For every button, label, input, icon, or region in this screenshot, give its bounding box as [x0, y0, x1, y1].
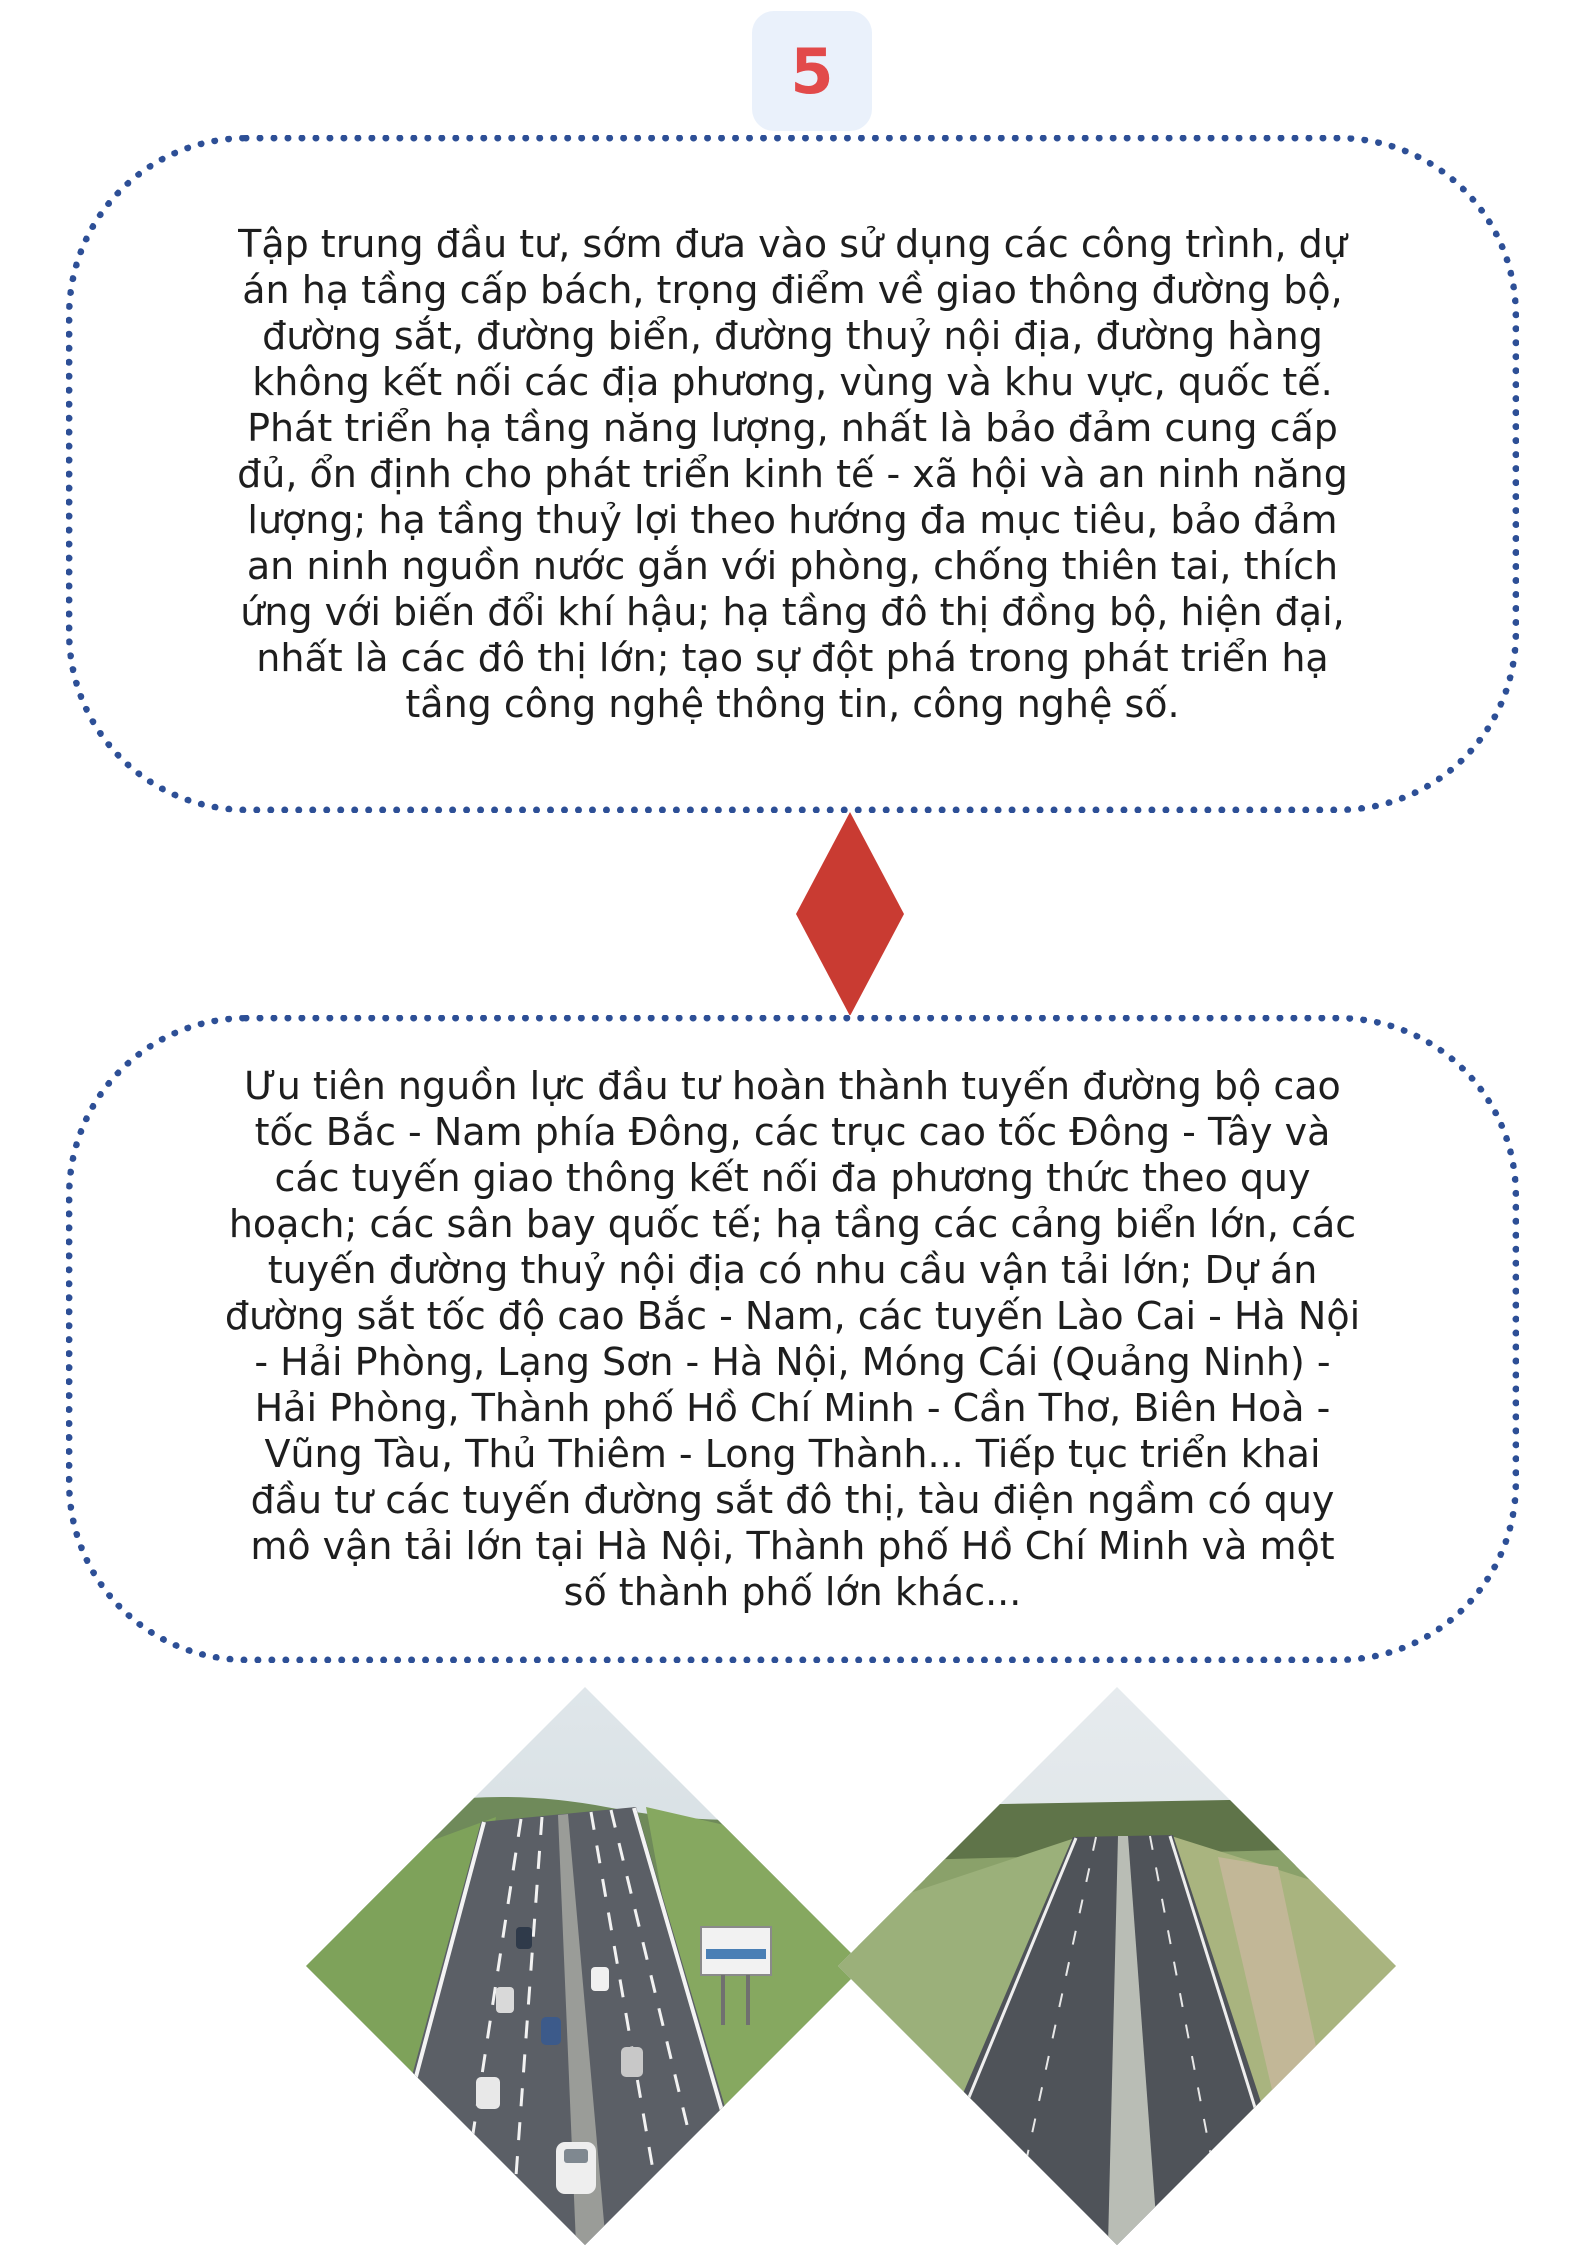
connector-diamond-icon — [796, 812, 904, 1016]
expressway-with-cars-photo — [306, 1687, 864, 2245]
info-box-top-text: Tập trung đầu tư, sớm đưa vào sử dụng các công trình, dự án hạ tầng cấp bách, trọng điểm về giao thông đường bộ, đường sắt, đường biển, đường thuỷ nội địa, đường hàng không kết nối các địa phương, vùng và khu vực, quốc tế. Phát triển hạ tầng năng lượng, nhất là bảo đảm cung cấp đủ, ổn định cho phát triển kinh tế - xã hội và an ninh năng lượng; hạ tầng thuỷ lợi theo hướng đa mục tiêu, bảo đảm an ninh nguồn nước gắn với phòng, chống thiên tai, thích ứng với biến đổi khí hậu; hạ tầng đô thị đồng bộ, hiện đại, nhất là các đô thị lớn; tạo sự đột phá trong phát triển hạ tầng công nghệ thông tin, công nghệ số. — [237, 222, 1348, 726]
new-empty-expressway-photo — [838, 1687, 1396, 2245]
step-number: 5 — [790, 34, 834, 108]
info-box-bottom — [66, 1015, 1519, 1663]
info-box-bottom-text: Ưu tiên nguồn lực đầu tư hoàn thành tuyến đường bộ cao tốc Bắc - Nam phía Đông, các trục cao tốc Đông - Tây và các tuyến giao thông kết nối đa phương thức theo quy hoạch; các sân bay quốc tế; hạ tầng các cảng biển lớn, các tuyến đường thuỷ nội địa có nhu cầu vận tải lớn; Dự án đường sắt tốc độ cao Bắc - Nam, các tuyến Lào Cai - Hà Nội - Hải Phòng, Lạng Sơn - Hà Nội, Móng Cái (Quảng Ninh) - Hải Phòng, Thành phố Hồ Chí Minh - Cần Thơ, Biên Hoà - Vũng Tàu, Thủ Thiêm - Long Thành... Tiếp tục triển khai đầu tư các tuyến đường sắt đô thị, tàu điện ngầm có quy mô vận tải lớn tại Hà Nội, Thành phố Hồ Chí Minh và một số thành phố lớn khác... — [224, 1064, 1361, 1614]
step-number-badge — [752, 11, 872, 131]
info-box-top — [66, 135, 1519, 813]
photo-row — [306, 1687, 1396, 2245]
